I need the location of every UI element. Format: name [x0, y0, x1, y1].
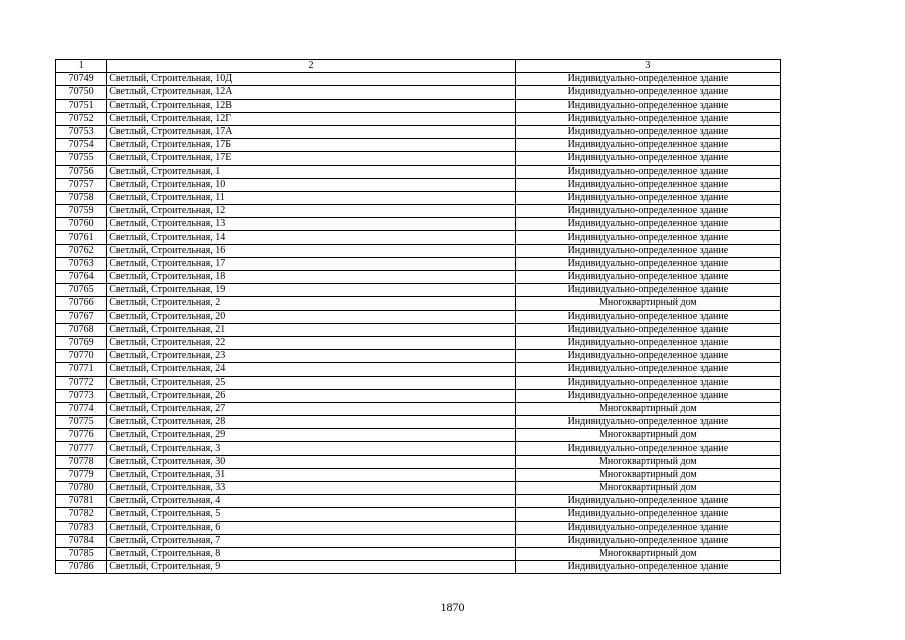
- object-type-cell: Индивидуально-определенное здание: [515, 561, 780, 574]
- row-number: 70775: [56, 416, 107, 429]
- row-number: 70768: [56, 323, 107, 336]
- row-number: 70774: [56, 402, 107, 415]
- address-cell: Светлый, Строительная, 19: [107, 284, 516, 297]
- address-cell: Светлый, Строительная, 13: [107, 218, 516, 231]
- object-type-cell: Индивидуально-определенное здание: [515, 521, 780, 534]
- table-row: [56, 205, 781, 218]
- table-row: [56, 218, 781, 231]
- row-number: 70784: [56, 534, 107, 547]
- row-number: 70764: [56, 271, 107, 284]
- row-number: 70778: [56, 455, 107, 468]
- address-cell: Светлый, Строительная, 20: [107, 310, 516, 323]
- address-cell: Светлый, Строительная, 10: [107, 178, 516, 191]
- table-row: [56, 547, 781, 560]
- row-number: 70754: [56, 139, 107, 152]
- table-row: [56, 389, 781, 402]
- address-cell: Светлый, Строительная, 12: [107, 205, 516, 218]
- row-number: 70781: [56, 495, 107, 508]
- table-row: [56, 561, 781, 574]
- table-row: [56, 152, 781, 165]
- row-number: 70777: [56, 442, 107, 455]
- object-type-cell: Индивидуально-определенное здание: [515, 86, 780, 99]
- object-type-cell: Индивидуально-определенное здание: [515, 231, 780, 244]
- row-number: 70749: [56, 73, 107, 86]
- column-header-2: 2: [107, 60, 516, 73]
- object-type-cell: Индивидуально-определенное здание: [515, 336, 780, 349]
- row-number: 70759: [56, 205, 107, 218]
- object-type-cell: Индивидуально-определенное здание: [515, 218, 780, 231]
- object-type-cell: Индивидуально-определенное здание: [515, 257, 780, 270]
- object-type-cell: Индивидуально-определенное здание: [515, 112, 780, 125]
- row-number: 70758: [56, 191, 107, 204]
- address-cell: Светлый, Строительная, 6: [107, 521, 516, 534]
- object-type-cell: Индивидуально-определенное здание: [515, 178, 780, 191]
- table-row: [56, 99, 781, 112]
- row-number: 70782: [56, 508, 107, 521]
- table-row: [56, 73, 781, 86]
- table-row: [56, 257, 781, 270]
- table-row: [56, 244, 781, 257]
- row-number: 70767: [56, 310, 107, 323]
- address-cell: Светлый, Строительная, 9: [107, 561, 516, 574]
- object-type-cell: Многоквартирный дом: [515, 429, 780, 442]
- table-row: [56, 271, 781, 284]
- row-number: 70762: [56, 244, 107, 257]
- object-type-cell: Индивидуально-определенное здание: [515, 508, 780, 521]
- address-cell: Светлый, Строительная, 17А: [107, 125, 516, 138]
- object-type-cell: Многоквартирный дом: [515, 297, 780, 310]
- object-type-cell: Индивидуально-определенное здание: [515, 271, 780, 284]
- row-number: 70756: [56, 165, 107, 178]
- table-row: [56, 534, 781, 547]
- address-cell: Светлый, Строительная, 27: [107, 402, 516, 415]
- row-number: 70770: [56, 350, 107, 363]
- address-cell: Светлый, Строительная, 11: [107, 191, 516, 204]
- table-row: [56, 139, 781, 152]
- table-row: [56, 191, 781, 204]
- object-type-cell: Индивидуально-определенное здание: [515, 244, 780, 257]
- object-type-cell: Индивидуально-определенное здание: [515, 73, 780, 86]
- address-cell: Светлый, Строительная, 3: [107, 442, 516, 455]
- row-number: 70769: [56, 336, 107, 349]
- address-cell: Светлый, Строительная, 17Б: [107, 139, 516, 152]
- table-row: [56, 468, 781, 481]
- address-cell: Светлый, Строительная, 7: [107, 534, 516, 547]
- address-cell: Светлый, Строительная, 12В: [107, 99, 516, 112]
- object-type-cell: Индивидуально-определенное здание: [515, 139, 780, 152]
- address-cell: Светлый, Строительная, 12Г: [107, 112, 516, 125]
- row-number: 70761: [56, 231, 107, 244]
- address-cell: Светлый, Строительная, 21: [107, 323, 516, 336]
- address-cell: Светлый, Строительная, 24: [107, 363, 516, 376]
- address-cell: Светлый, Строительная, 10Д: [107, 73, 516, 86]
- row-number: 70780: [56, 482, 107, 495]
- address-cell: Светлый, Строительная, 22: [107, 336, 516, 349]
- address-cell: Светлый, Строительная, 17: [107, 257, 516, 270]
- address-cell: Светлый, Строительная, 29: [107, 429, 516, 442]
- object-type-cell: Индивидуально-определенное здание: [515, 99, 780, 112]
- table-row: [56, 416, 781, 429]
- object-type-cell: Индивидуально-определенное здание: [515, 416, 780, 429]
- object-type-cell: Индивидуально-определенное здание: [515, 376, 780, 389]
- table-row: [56, 350, 781, 363]
- object-type-cell: Индивидуально-определенное здание: [515, 284, 780, 297]
- address-cell: Светлый, Строительная, 18: [107, 271, 516, 284]
- object-type-cell: Индивидуально-определенное здание: [515, 323, 780, 336]
- address-cell: Светлый, Строительная, 12А: [107, 86, 516, 99]
- row-number: 70785: [56, 547, 107, 560]
- object-type-cell: Индивидуально-определенное здание: [515, 534, 780, 547]
- table-row: [56, 178, 781, 191]
- table-row: [56, 165, 781, 178]
- table-row: [56, 125, 781, 138]
- object-type-cell: Индивидуально-определенное здание: [515, 191, 780, 204]
- row-number: 70750: [56, 86, 107, 99]
- address-cell: Светлый, Строительная, 17Е: [107, 152, 516, 165]
- table-row: [56, 495, 781, 508]
- object-type-cell: Индивидуально-определенное здание: [515, 152, 780, 165]
- address-cell: Светлый, Строительная, 16: [107, 244, 516, 257]
- address-cell: Светлый, Строительная, 25: [107, 376, 516, 389]
- address-cell: Светлый, Строительная, 8: [107, 547, 516, 560]
- table-header: [56, 60, 781, 73]
- table-row: [56, 521, 781, 534]
- address-cell: Светлый, Строительная, 31: [107, 468, 516, 481]
- table-row: [56, 112, 781, 125]
- column-header-1: 1: [56, 60, 107, 73]
- table-row: [56, 297, 781, 310]
- object-type-cell: Многоквартирный дом: [515, 468, 780, 481]
- object-type-cell: Многоквартирный дом: [515, 402, 780, 415]
- property-table: [55, 59, 781, 574]
- table-row: [56, 429, 781, 442]
- address-cell: Светлый, Строительная, 28: [107, 416, 516, 429]
- address-cell: Светлый, Строительная, 23: [107, 350, 516, 363]
- row-number: 70786: [56, 561, 107, 574]
- table-row: [56, 336, 781, 349]
- row-number: 70776: [56, 429, 107, 442]
- address-cell: Светлый, Строительная, 5: [107, 508, 516, 521]
- object-type-cell: Индивидуально-определенное здание: [515, 310, 780, 323]
- table-row: [56, 310, 781, 323]
- object-type-cell: Индивидуально-определенное здание: [515, 363, 780, 376]
- object-type-cell: Многоквартирный дом: [515, 547, 780, 560]
- column-header-3: 3: [515, 60, 780, 73]
- table-row: [56, 323, 781, 336]
- table-row: [56, 455, 781, 468]
- table-row: [56, 376, 781, 389]
- row-number: 70766: [56, 297, 107, 310]
- object-type-cell: Многоквартирный дом: [515, 482, 780, 495]
- address-cell: Светлый, Строительная, 26: [107, 389, 516, 402]
- row-number: 70763: [56, 257, 107, 270]
- row-number: 70755: [56, 152, 107, 165]
- row-number: 70753: [56, 125, 107, 138]
- table-row: [56, 86, 781, 99]
- page-number: 1870: [440, 600, 465, 614]
- table-row: [56, 482, 781, 495]
- address-cell: Светлый, Строительная, 33: [107, 482, 516, 495]
- address-cell: Светлый, Строительная, 14: [107, 231, 516, 244]
- object-type-cell: Индивидуально-определенное здание: [515, 350, 780, 363]
- table-row: [56, 284, 781, 297]
- row-number: 70760: [56, 218, 107, 231]
- row-number: 70752: [56, 112, 107, 125]
- table-row: [56, 442, 781, 455]
- address-cell: Светлый, Строительная, 4: [107, 495, 516, 508]
- object-type-cell: Индивидуально-определенное здание: [515, 125, 780, 138]
- row-number: 70765: [56, 284, 107, 297]
- object-type-cell: Многоквартирный дом: [515, 455, 780, 468]
- row-number: 70772: [56, 376, 107, 389]
- object-type-cell: Индивидуально-определенное здание: [515, 205, 780, 218]
- object-type-cell: Индивидуально-определенное здание: [515, 442, 780, 455]
- row-number: 70773: [56, 389, 107, 402]
- object-type-cell: Индивидуально-определенное здание: [515, 389, 780, 402]
- object-type-cell: Индивидуально-определенное здание: [515, 165, 780, 178]
- row-number: 70751: [56, 99, 107, 112]
- table-row: [56, 508, 781, 521]
- table-row: [56, 363, 781, 376]
- table-row: [56, 231, 781, 244]
- row-number: 70783: [56, 521, 107, 534]
- row-number: 70757: [56, 178, 107, 191]
- table-row: [56, 402, 781, 415]
- address-cell: Светлый, Строительная, 1: [107, 165, 516, 178]
- table-body: [56, 73, 781, 574]
- table-header-row: [56, 60, 781, 73]
- address-cell: Светлый, Строительная, 2: [107, 297, 516, 310]
- address-cell: Светлый, Строительная, 30: [107, 455, 516, 468]
- row-number: 70779: [56, 468, 107, 481]
- row-number: 70771: [56, 363, 107, 376]
- object-type-cell: Индивидуально-определенное здание: [515, 495, 780, 508]
